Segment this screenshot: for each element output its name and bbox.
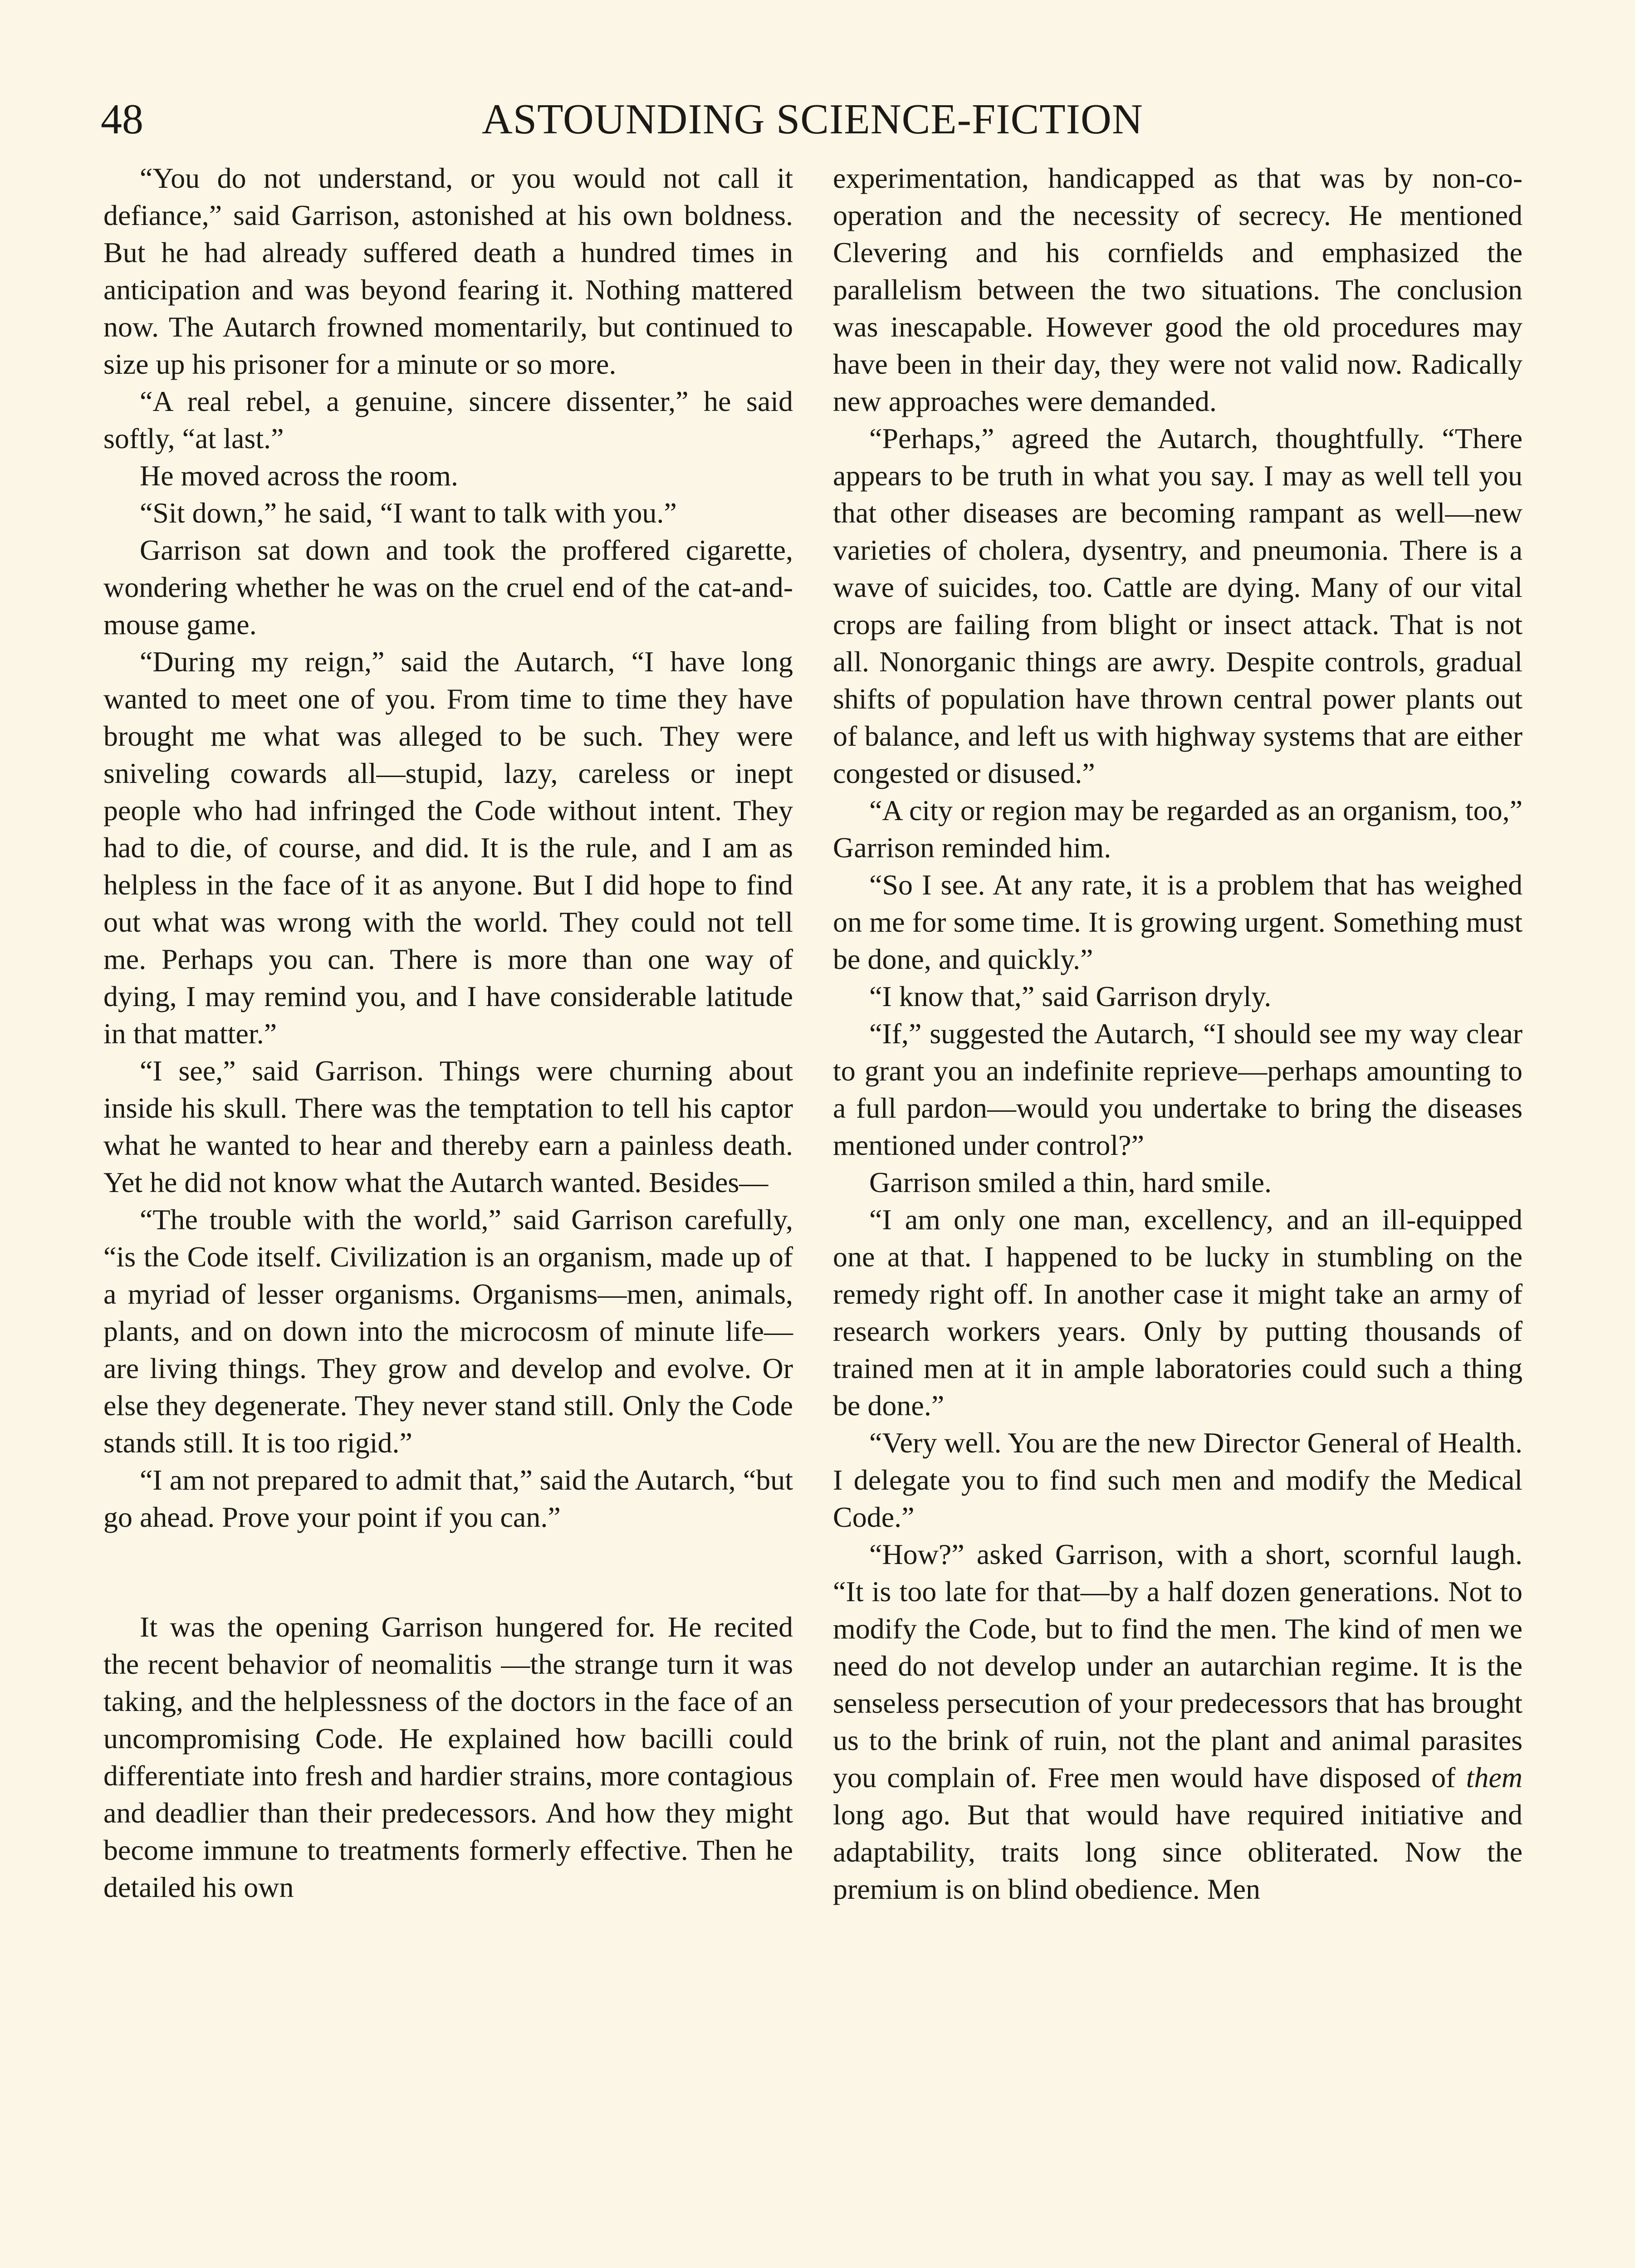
italic-text: them: [1466, 1761, 1522, 1794]
paragraph: “You do not understand, or you would not call it defiance,” said Garrison, astonished at his own boldness. But he had already suffered death a hundred times in anticipation and was beyond fearing it. Nothing mattered now. The Autarch frowned momentarily, but continued to size up his prisoner for a minute or so more.: [103, 162, 793, 380]
paragraph: “The trouble with the world,” said Garrison carefully, “is the Code itself. Civilization is an organism, made up of a myriad of lesser organisms. Organisms—men, animals, plants, and on down into the microcosm of minute life—are living things. They grow and develop and evolve. Or else they degenerate. They never stand still. Only the Code stands still. It is too rigid.”: [103, 1203, 793, 1459]
paragraph-continuation: experimentation, handicapped as that was by non-co-operation and the necessity of secrecy. He mentioned Clevering and his cornfields and emphasized the parallelism between the two situations. The conclusion was inescapable. However good the old procedures may have been in their day, they were not valid now. Radically new approaches were demanded.: [833, 162, 1522, 417]
paragraph: He moved across the room.: [140, 459, 459, 492]
left-column: [103, 160, 793, 1906]
page-number: 48: [101, 96, 143, 143]
paragraph: Garrison smiled a thin, hard smile.: [869, 1166, 1272, 1198]
paragraph: “So I see. At any rate, it is a problem that has weighed on me for some time. It is growing urgent. Something must be done, and quickly.”: [833, 869, 1522, 975]
paragraph: “Perhaps,” agreed the Autarch, thoughtfully. “There appears to be truth in what you say. I may as well tell you that other diseases are becoming rampant as well—new varieties of cholera, dysentry, and pneumonia. There is a wave of suicides, too. Cattle are dying. Many of our vital crops are failing from blight or insect attack. That is not all. Nonorganic things are awry. Despite controls, gradual shifts of population have thrown central power plants out of balance, and left us with highway systems that are either congested or disused.”: [833, 422, 1522, 789]
paragraph: “During my reign,” said the Autarch, “I have long wanted to meet one of you. From time to time they have brought me what was alleged to be such. They were sniveling cowards all—stupid, lazy, careless or inept people who had infringed the Code without intent. They had to die, of course, and did. It is the rule, and I am as helpless in the face of it as anyone. But I did hope to find out what was wrong with the world. They could not tell me. Perhaps you can. There is more than one way of dying, I may remind you, and I have considerable latitude in that matter.”: [103, 645, 793, 1050]
paragraph: “I am only one man, excellency, and an ill-equipped one at that. I happened to be lucky in stumbling on the remedy right off. In another case it might take an army of research workers years. Only by putting thousands of trained men at it in ample laboratories could such a thing be done.”: [833, 1203, 1522, 1422]
paragraph: Garrison sat down and took the proffered cigarette, wondering whether he was on the cruel end of the cat-and-mouse game.: [103, 534, 793, 640]
paragraph: “A city or region may be regarded as an organism, too,” Garrison reminded him.: [833, 794, 1522, 864]
text-run: long ago. But that would have required initiative and adaptability, traits long since obliterated. Now the premium is on blind obedience. Men: [833, 1799, 1522, 1905]
paragraph: “Very well. You are the new Director General of Health. I delegate you to find such men and modify the Medical Code.”: [833, 1427, 1522, 1533]
page-header: [101, 90, 1167, 149]
paragraph: “I know that,” said Garrison dryly.: [869, 980, 1272, 1012]
paragraph: It was the opening Garrison hungered for. He recited the recent behavior of neomalitis —the strange turn it was taking, and the helplessness of the doctors in the face of an uncompromising Code. He explained how bacilli could differentiate into fresh and hardier strains, more contagious and deadlier than their predecessors. And how they might become immune to treatments formerly effective. Then he detailed his own: [103, 1611, 793, 1903]
text-run: “How?” asked Garrison, with a short, scornful laugh. “It is too late for that—by a half dozen generations. Not to modify the Code, but to find the men. The kind of men we need do not develop under an autarchian regime. It is the senseless persecution of your predecessors that has brought us to the brink of ruin, not the plant and animal parasites you complain of. Free men would have disposed of: [833, 1538, 1522, 1794]
paragraph: “Sit down,” he said, “I want to talk with you.”: [140, 497, 677, 529]
right-column: [833, 160, 1522, 1908]
paragraph: “If,” suggested the Autarch, “I should see my way clear to grant you an indefinite reprieve—perhaps amounting to a full pardon—would you undertake to bring the diseases mentioned under control?”: [833, 1017, 1522, 1161]
paragraph: “A real rebel, a genuine, sincere dissenter,” he said softly, “at last.”: [103, 385, 793, 455]
section-break: [103, 1536, 793, 1608]
paragraph: “I am not prepared to admit that,” said the Autarch, “but go ahead. Prove your point if you can.”: [103, 1464, 793, 1533]
paragraph: [833, 1536, 1522, 1908]
paragraph: “I see,” said Garrison. Things were churning about inside his skull. There was the temptation to tell his captor what he wanted to hear and thereby earn a painless death. Yet he did not know what the Autarch wanted. Besides—: [103, 1055, 793, 1198]
running-title: ASTOUNDING SCIENCE-FICTION: [482, 96, 1143, 143]
